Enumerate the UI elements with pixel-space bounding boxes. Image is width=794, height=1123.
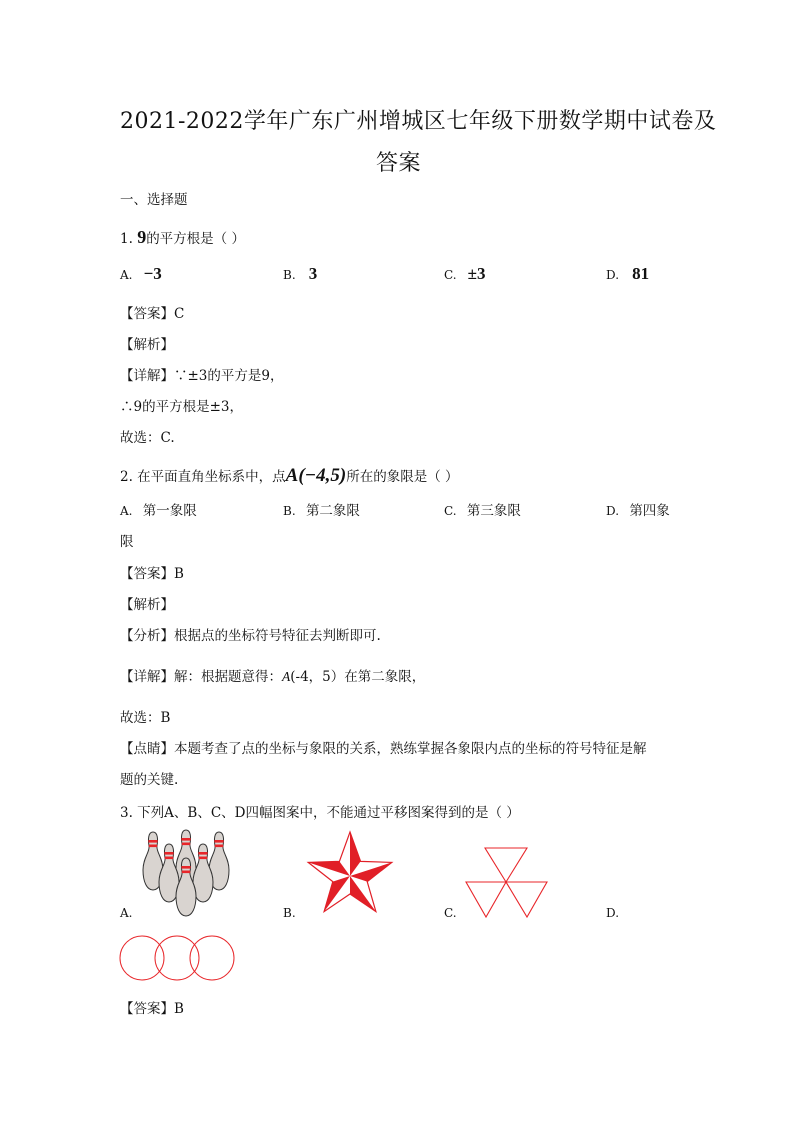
q2-option-d-value: 第四象 — [629, 503, 670, 519]
q1-answer: 【答案】C — [120, 306, 185, 322]
q2-option-b-value: 第二象限 — [305, 503, 360, 519]
q2-fenxi: 【分析】根据点的坐标符号特征去判断即可. — [120, 628, 381, 644]
q3-label-d: D. — [606, 906, 620, 920]
q1-option-b — [283, 264, 317, 284]
q1-choose: 故选：C. — [120, 430, 175, 446]
section-heading: 一、选择题 — [120, 192, 188, 208]
q1-detail-1: 【详解】∵±3的平方是9， — [120, 368, 284, 384]
q2-analysis: 【解析】 — [120, 597, 174, 613]
q1-text: 的平方根是（ ） — [146, 231, 245, 247]
q1-option-a — [120, 264, 162, 284]
q2-detail-post: (-4，5）在第二象限， — [290, 669, 426, 685]
triangle-shape — [506, 882, 547, 917]
star-figure — [304, 829, 396, 919]
q2-stem — [120, 465, 459, 487]
q2-option-d-wrap: 限 — [120, 534, 134, 550]
circles-figure — [117, 932, 239, 984]
q2-stem-post: 所在的象限是（ ） — [346, 469, 459, 485]
q2-choose: 故选：B — [120, 710, 171, 726]
q2-detail-math: A — [282, 669, 291, 684]
q1-stem — [120, 227, 245, 248]
q2-detail-pre: 【详解】解：根据题意得： — [120, 669, 282, 685]
q1-option-c — [444, 264, 486, 284]
q1-option-d-value: 81 — [632, 264, 650, 283]
q2-option-b-label: B. — [283, 504, 296, 518]
q3-label-b: B. — [283, 906, 296, 920]
q1-option-b-value: 3 — [308, 264, 318, 283]
q2-option-a — [120, 499, 197, 519]
q1-option-c-value: ±3 — [467, 264, 486, 283]
q2-math: A(−4,5) — [285, 465, 347, 486]
q1-detail-2: ∴9的平方根是±3， — [120, 399, 243, 415]
q2-dianjing-1: 【点睛】本题考查了点的坐标与象限的关系，熟练掌握各象限内点的坐标的符号特征是解 — [120, 741, 647, 757]
triangle-shape — [485, 848, 527, 882]
q2-option-c-value: 第三象限 — [466, 503, 521, 519]
q1-option-d-label: D. — [606, 268, 620, 282]
q3-label-a: A. — [120, 906, 133, 920]
q2-option-d-label: D. — [606, 504, 620, 518]
q2-option-c — [444, 499, 521, 519]
circle-shape — [155, 936, 199, 980]
q2-option-c-label: C. — [444, 504, 457, 518]
q1-number: 1. — [120, 231, 133, 247]
q1-option-a-value: −3 — [143, 264, 162, 283]
q1-option-c-label: C. — [444, 268, 457, 282]
q1-analysis: 【解析】 — [120, 337, 174, 353]
q3-label-c: C. — [444, 906, 457, 920]
q3-answer: 【答案】B — [120, 1001, 184, 1017]
document-title-line2: 答案 — [376, 151, 422, 176]
bowling-pins-figure — [138, 828, 234, 920]
q2-detail — [120, 665, 425, 685]
q2-option-a-label: A. — [120, 504, 133, 518]
circle-shape — [190, 936, 234, 980]
q2-option-d — [606, 499, 670, 519]
q1-option-b-label: B. — [283, 268, 296, 282]
q2-option-a-value: 第一象限 — [142, 503, 197, 519]
document-title-line1: 2021-2022学年广东广州增城区七年级下册数学期中试卷及 — [120, 109, 717, 134]
triangle-shape — [466, 882, 506, 917]
q2-dianjing-2: 题的关键. — [120, 772, 179, 788]
q1-option-d — [606, 264, 649, 284]
q1-option-a-label: A. — [120, 268, 133, 282]
q2-answer: 【答案】B — [120, 566, 184, 582]
q1-math: 9 — [137, 227, 147, 247]
q2-stem-pre: 2. 在平面直角坐标系中，点 — [120, 469, 286, 485]
triangles-figure — [464, 846, 550, 920]
q3-stem: 3. 下列A、B、C、D四幅图案中，不能通过平移图案得到的是（ ） — [120, 805, 520, 821]
q2-option-b — [283, 499, 360, 519]
circle-shape — [120, 936, 164, 980]
